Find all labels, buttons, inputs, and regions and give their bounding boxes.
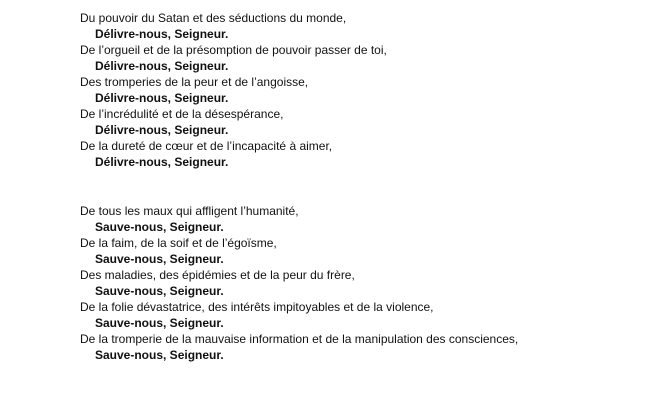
response-line: Délivre-nous, Seigneur. — [95, 27, 229, 41]
response-line: Délivre-nous, Seigneur. — [95, 155, 229, 169]
response-line: Délivre-nous, Seigneur. — [95, 123, 229, 137]
invocation-line: De l’orgueil et de la présomption de pouvoir passer de toi, — [80, 43, 387, 57]
response-line: Sauve-nous, Seigneur. — [95, 316, 224, 330]
invocation-line: Du pouvoir du Satan et des séductions du monde, — [80, 11, 347, 25]
invocation-line: Des tromperies de la peur et de l’angoisse, — [80, 75, 309, 89]
invocation-line: De la dureté de cœur et de l’incapacité à aimer, — [80, 139, 333, 153]
response-line: Sauve-nous, Seigneur. — [95, 220, 224, 234]
response-line: Sauve-nous, Seigneur. — [95, 348, 224, 362]
litany-stanza-deliver — [80, 10, 640, 170]
invocation-line: De tous les maux qui affligent l’humanité, — [80, 204, 299, 218]
invocation-line: De la faim, de la soif et de l’égoïsme, — [80, 236, 277, 250]
invocation-line: De l’incrédulité et de la désespérance, — [80, 107, 284, 121]
invocation-line: De la folie dévastatrice, des intérêts impitoyables et de la violence, — [80, 300, 434, 314]
invocation-line: Des maladies, des épidémies et de la peur du frère, — [80, 268, 355, 282]
response-line: Sauve-nous, Seigneur. — [95, 284, 224, 298]
response-line: Sauve-nous, Seigneur. — [95, 252, 224, 266]
litany-stanza-save — [80, 203, 640, 363]
response-line: Délivre-nous, Seigneur. — [95, 91, 229, 105]
invocation-line: De la tromperie de la mauvaise information et de la manipulation des consciences, — [80, 332, 519, 346]
response-line: Délivre-nous, Seigneur. — [95, 59, 229, 73]
